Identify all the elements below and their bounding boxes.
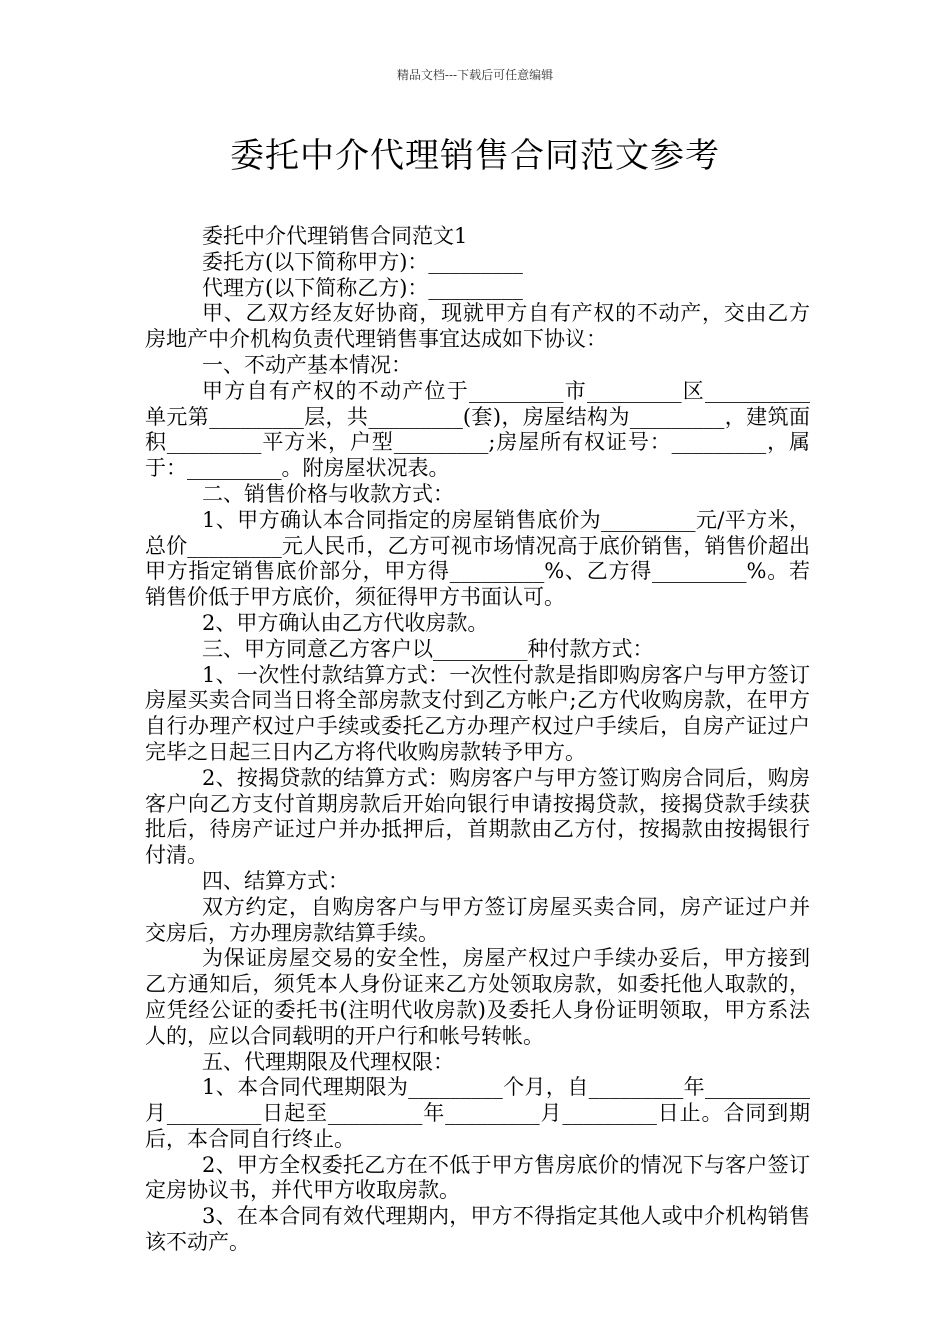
price-clause-1: 1、甲方确认本合同指定的房屋销售底价为_________元/平方米，总价_________元人民币，乙方可视市场情况高于底价销售，销售价超出甲方指定销售底价部分，甲方得_________%、乙方得_________%。若销售价低于甲方底价，须征得甲方书面认可。 — [145, 507, 810, 610]
party-b-line: 代理方(以下简称乙方)：_________ — [202, 275, 523, 300]
settlement-paragraph-2: 为保证房屋交易的安全性，房屋产权过户手续办妥后，甲方接到乙方通知后，须凭本人身份证来乙方处领取房款，如委托他人取款的，应凭经公证的委托书(注明代收房款)及委托人身份证明领取，甲方系法人的，应以合同载明的开户行和帐号转帐。 — [145, 946, 810, 1048]
page-header: 精品文档---下载后可任意编辑 — [396, 68, 554, 82]
payment-clause-1: 1、一次性付款结算方式：一次性付款是指即购房客户与甲方签订房屋买卖合同当日将全部房款支付到乙方帐户;乙方代收购房款，在甲方自行办理产权过户手续或委托乙方办理产权过户手续后，自房产证过户完毕之日起三日内乙方将代收购房款转予甲方。 — [145, 662, 810, 764]
settlement-paragraph-1: 双方约定，自购房客户与甲方签订房屋买卖合同，房产证过户并交房后，方办理房款结算手续。 — [145, 894, 810, 945]
contract-subtitle: 委托中介代理销售合同范文1 — [202, 224, 468, 248]
price-clause-2: 2、甲方确认由乙方代收房款。 — [202, 610, 489, 635]
property-info-paragraph: 甲方自有产权的不动产位于_________市_________区__________单元第_________层，共_________(套)，房屋结构为_________，建筑面积_________平方米，户型_________;房屋所有权证号：_________，属于：_________。附房屋状况表。 — [145, 378, 810, 481]
section-heading-5: 五、代理期限及代理权限： — [202, 1049, 454, 1074]
term-clause-1: 1、本合同代理期限为_________个月，自_________年__________月_________日起至_________年_________月_________日止。合同到期后，本合同自行终止。 — [145, 1075, 810, 1151]
document-title: 委托中介代理销售合同范文参考 — [230, 136, 720, 176]
section-heading-2: 二、销售价格与收款方式： — [202, 481, 454, 506]
section-heading-3: 三、甲方同意乙方客户以_________种付款方式： — [202, 636, 654, 661]
payment-clause-2: 2、按揭贷款的结算方式：购房客户与甲方签订购房合同后，购房客户向乙方支付首期房款后开始向银行申请按揭贷款，接揭贷款手续获批后，待房产证过户并办抵押后，首期款由乙方付，按揭款由按揭银行付清。 — [145, 765, 810, 868]
document-body — [145, 224, 810, 1256]
term-clause-3: 3、在本合同有效代理期内，甲方不得指定其他人或中介机构销售该不动产。 — [145, 1204, 810, 1255]
term-clause-2: 2、甲方全权委托乙方在不低于甲方售房底价的情况下与客户签订定房协议书，并代甲方收取房款。 — [145, 1152, 810, 1203]
intro-paragraph: 甲、乙双方经友好协商，现就甲方自有产权的不动产，交由乙方房地产中介机构负责代理销售事宜达成如下协议： — [145, 301, 810, 352]
section-heading-4: 四、结算方式： — [202, 868, 349, 893]
party-a-line: 委托方(以下简称甲方)：_________ — [202, 249, 523, 274]
section-heading-1: 一、不动产基本情况： — [202, 352, 412, 377]
